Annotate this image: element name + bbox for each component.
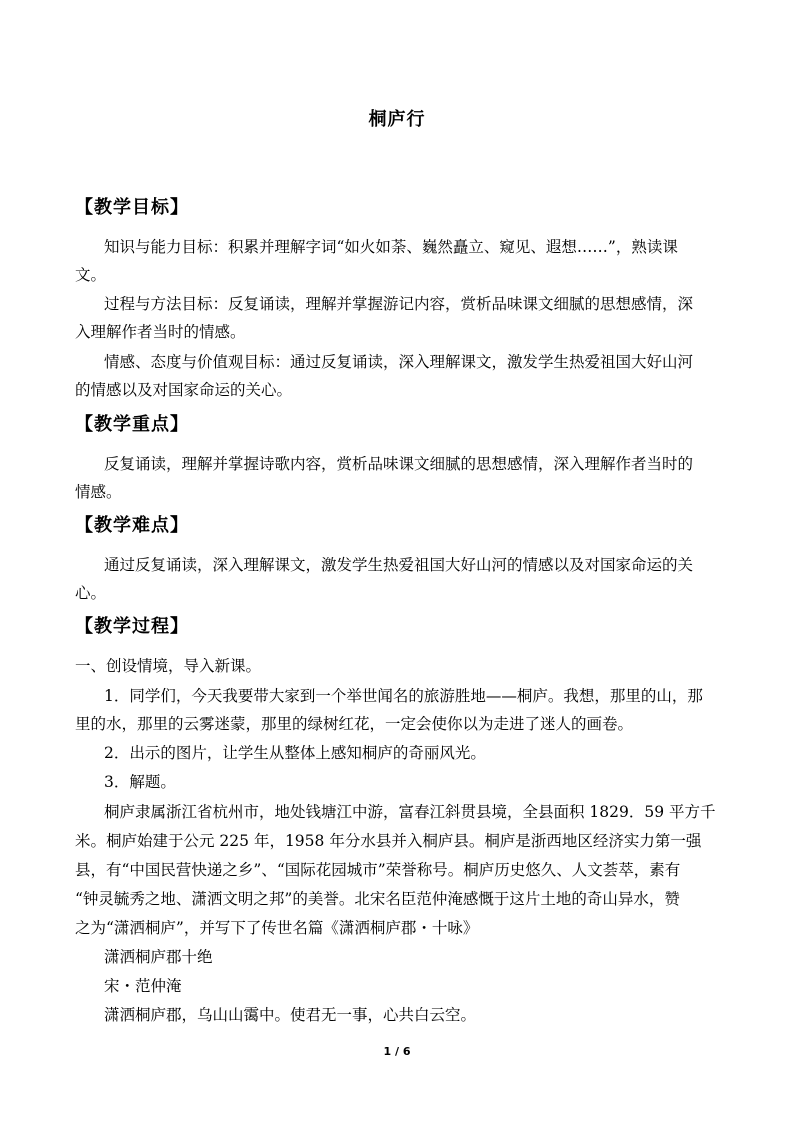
text-line: “钟灵毓秀之地、潇洒文明之邦”的美誉。北宋名臣范仲淹感慨于这片土地的奇山异水，赞 — [75, 890, 680, 908]
text-line: 3．解题。 — [104, 773, 176, 791]
heading-objectives: 【教学目标】 — [75, 197, 189, 218]
page-number: 1 / 6 — [383, 1045, 411, 1058]
text-line: 桐庐隶属浙江省杭州市，地处钱塘江中游，富春江斜贯县境，全县面积 1829．59 平方千 — [104, 803, 716, 821]
text-line: 里的水，那里的云雾迷蒙，那里的绿树红花，一定会使你以为走进了迷人的画卷。 — [75, 715, 634, 733]
text-line: 情感、态度与价值观目标：通过反复诵读，深入理解课文，激发学生热爱祖国大好山河 — [104, 353, 694, 371]
text-line: 过程与方法目标：反复诵读，理解并掌握游记内容，赏析品味课文细腻的思想感情，深 — [104, 295, 694, 313]
document-title: 桐庐行 — [368, 109, 426, 130]
heading-process: 【教学过程】 — [75, 616, 189, 637]
text-line: 心。 — [75, 584, 107, 602]
text-line: 1．同学们，今天我要带大家到一个举世闻名的旅游胜地——桐庐。我想，那里的山，那 — [104, 687, 703, 705]
text-line: 文。 — [75, 266, 107, 284]
heading-difficulties: 【教学难点】 — [75, 515, 189, 536]
text-line: 宋・范仲淹 — [104, 977, 182, 995]
text-line: 之为“潇洒桐庐”，并写下了传世名篇《潇洒桐庐郡・十咏》 — [75, 919, 479, 937]
text-line: 2．出示的图片，让学生从整体上感知桐庐的奇丽风光。 — [104, 744, 486, 762]
text-line: 潇洒桐庐郡十绝 — [104, 948, 213, 966]
text-line: 入理解作者当时的情感。 — [75, 323, 246, 341]
text-line: 县，有“中国民营快递之乡”、“国际花园城市”荣誉称号。桐庐历史悠久、人文荟萃，素有 — [75, 861, 681, 879]
text-line: 一、创设情境，导入新课。 — [75, 657, 262, 675]
text-line: 情感。 — [75, 483, 122, 501]
text-line: 反复诵读，理解并掌握诗歌内容，赏析品味课文细腻的思想感情，深入理解作者当时的 — [104, 455, 694, 473]
text-line: 通过反复诵读，深入理解课文，激发学生热爱祖国大好山河的情感以及对国家命运的关 — [104, 556, 694, 574]
text-line: 的情感以及对国家命运的关心。 — [75, 381, 293, 399]
text-line: 米。桐庐始建于公元 225 年，1958 年分水县并入桐庐县。桐庐是浙西地区经济实力第一强 — [75, 832, 702, 850]
heading-key-points: 【教学重点】 — [75, 414, 189, 435]
text-line: 知识与能力目标：积累并理解字词“如火如荼、巍然矗立、窥见、遐想……”，熟读课 — [104, 238, 678, 256]
text-line: 潇洒桐庐郡，乌山山霭中。使君无一事，心共白云空。 — [104, 1006, 477, 1024]
